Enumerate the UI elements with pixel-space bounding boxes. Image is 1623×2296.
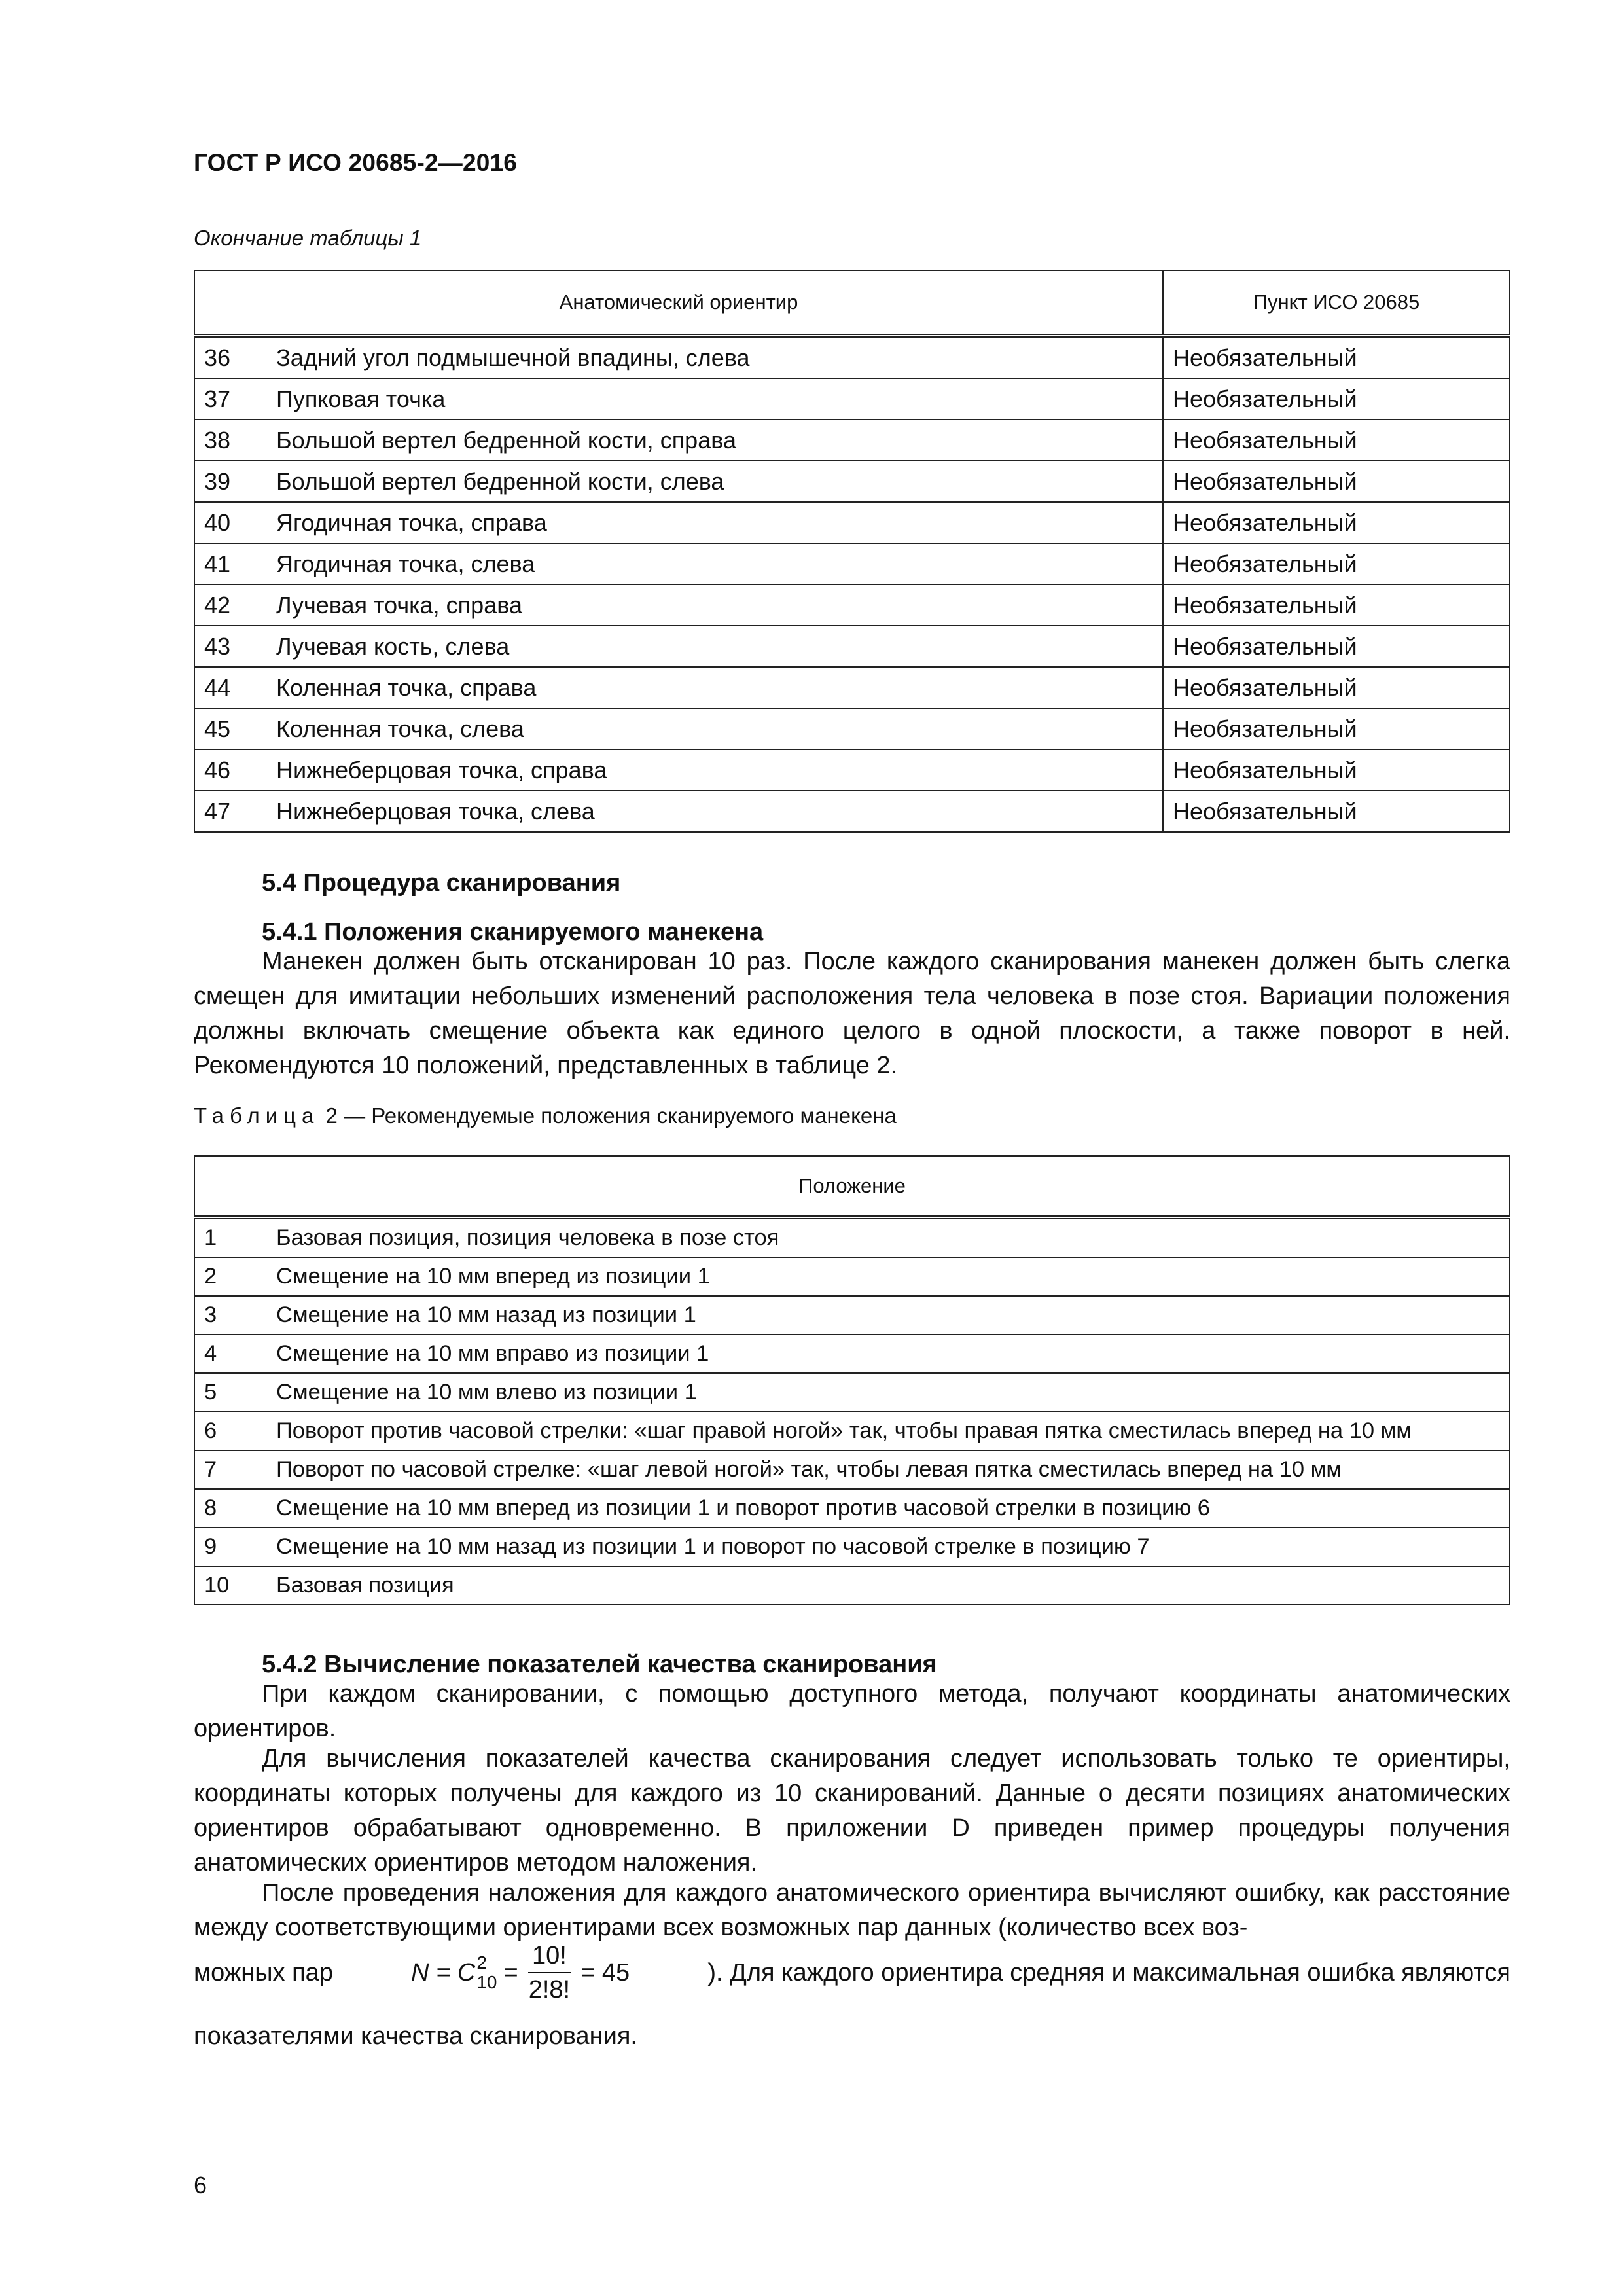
table2-caption-label: Таблица [194, 1103, 320, 1128]
table2-row [194, 1566, 1510, 1605]
table1-cell-number: 37 [194, 378, 267, 420]
table1-cell-landmark: Коленная точка, справа [267, 667, 1163, 708]
table2-cell-number: 2 [194, 1257, 267, 1296]
formula-line [194, 1941, 1510, 2005]
table2-row [194, 1528, 1510, 1566]
table2-row [194, 1257, 1510, 1296]
table2-cell-number: 3 [194, 1296, 267, 1335]
table1-cell-landmark: Большой вертел бедренной кости, слева [267, 461, 1163, 502]
table1-cell-status: Необязательный [1163, 543, 1510, 584]
table1-row [194, 336, 1510, 378]
section-5-4-2-paragraph-2 [194, 1742, 1510, 1880]
section-5-4-2-paragraph-4: показателями качества сканирования. [194, 2022, 637, 2050]
table1-row [194, 708, 1510, 749]
section-5-4-2-text-3: После проведения наложения для каждого анатомического ориентира вычисляют ошибку, как расстояние между соответствующими ориентирами всех возможных пар данных (количество всех воз- [194, 1879, 1510, 1941]
table1-cell-status: Необязательный [1163, 584, 1510, 626]
table2-cell-number: 5 [194, 1373, 267, 1412]
table2-row [194, 1296, 1510, 1335]
formula-prefix: можных пар [194, 1958, 333, 1986]
table2-cell-description: Базовая позиция [267, 1566, 1510, 1605]
table1-row [194, 502, 1510, 543]
table1-cell-number: 40 [194, 502, 267, 543]
table1-row [194, 791, 1510, 832]
formula-suffix: ). Для каждого ориентира средняя и максимальная ошибка являются [707, 1958, 1510, 1986]
table2-cell-description: Смещение на 10 мм влево из позиции 1 [267, 1373, 1510, 1412]
formula-superscript: 2 [476, 1952, 487, 1973]
table1-header-landmark: Анатомический ориентир [194, 270, 1163, 336]
formula-subscript: 10 [476, 1972, 497, 1992]
table1-cell-number: 39 [194, 461, 267, 502]
table1-cell-landmark: Большой вертел бедренной кости, справа [267, 420, 1163, 461]
table2-cell-number: 10 [194, 1566, 267, 1605]
formula-fraction [525, 1941, 574, 2005]
section-5-4-2-text-2: Для вычисления показателей качества сканирования следует использовать только те ориентиры, координаты которых получены для каждого из 10 сканирований. Данные о десяти позициях анатомических ориентиров обрабатывают одновременно. В приложении D приведен пример процедуры получения анатомических ориентиров методом наложения. [194, 1745, 1510, 1876]
table1-cell-number: 41 [194, 543, 267, 584]
table1-cell-landmark: Нижнеберцовая точка, справа [267, 749, 1163, 791]
formula-equals: = [503, 1958, 518, 1986]
table1-row [194, 420, 1510, 461]
table1-cell-status: Необязательный [1163, 378, 1510, 420]
table1-cell-status: Необязательный [1163, 708, 1510, 749]
table2-cell-description: Смещение на 10 мм назад из позиции 1 и поворот по часовой стрелке в позицию 7 [267, 1528, 1510, 1566]
table1-cell-number: 42 [194, 584, 267, 626]
table1-row [194, 543, 1510, 584]
table2-cell-number: 9 [194, 1528, 267, 1566]
table1-cell-status: Необязательный [1163, 749, 1510, 791]
table2-cell-description: Поворот по часовой стрелке: «шаг левой ногой» так, чтобы левая пятка сместилась вперед на 10 мм [267, 1450, 1510, 1489]
section-5-4-heading: 5.4 Процедура сканирования [262, 869, 621, 897]
landmarks-table [194, 270, 1510, 833]
section-5-4-1-heading: 5.4.1 Положения сканируемого манекена [262, 918, 764, 946]
table1-cell-status: Необязательный [1163, 461, 1510, 502]
table2-cell-description: Смещение на 10 мм вперед из позиции 1 [267, 1257, 1510, 1296]
table2-row [194, 1450, 1510, 1489]
positions-table [194, 1155, 1510, 1605]
table1-header-iso-clause: Пункт ИСО 20685 [1163, 270, 1510, 336]
table2-cell-number: 7 [194, 1450, 267, 1489]
formula-lhs: N = C [411, 1958, 476, 1986]
table1-row [194, 378, 1510, 420]
table1-row [194, 626, 1510, 667]
table1-cell-number: 46 [194, 749, 267, 791]
document-header: ГОСТ Р ИСО 20685-2—2016 [194, 149, 518, 176]
table1-cell-status: Необязательный [1163, 626, 1510, 667]
formula-numerator: 10! [528, 1941, 571, 1973]
table1-cell-landmark: Ягодичная точка, слева [267, 543, 1163, 584]
table1-cell-status: Необязательный [1163, 791, 1510, 832]
table1-cell-landmark: Коленная точка, слева [267, 708, 1163, 749]
table1-cell-status: Необязательный [1163, 667, 1510, 708]
combinations-formula [411, 1941, 630, 2005]
table1-cell-landmark: Лучевая кость, слева [267, 626, 1163, 667]
table1-cell-landmark: Ягодичная точка, справа [267, 502, 1163, 543]
table2-header-position: Положение [194, 1156, 1510, 1217]
table1-cell-number: 36 [194, 336, 267, 378]
table1-cell-landmark: Задний угол подмышечной впадины, слева [267, 336, 1163, 378]
table1-cell-number: 44 [194, 667, 267, 708]
table1-cell-number: 45 [194, 708, 267, 749]
table2-cell-description: Базовая позиция, позиция человека в позе стоя [267, 1217, 1510, 1257]
table2-row [194, 1373, 1510, 1412]
section-5-4-2-paragraph-1 [194, 1677, 1510, 1746]
section-5-4-2-paragraph-3 [194, 1876, 1510, 1945]
table1-row [194, 584, 1510, 626]
formula-denominator: 2!8! [528, 1976, 571, 2003]
table1-cell-landmark: Пупковая точка [267, 378, 1163, 420]
table2-row [194, 1412, 1510, 1450]
table2-row [194, 1489, 1510, 1528]
table2-caption-text: 2 — Рекомендуемые положения сканируемого манекена [319, 1103, 897, 1128]
table1-cell-number: 38 [194, 420, 267, 461]
section-5-4-1-text: Манекен должен быть отсканирован 10 раз. После каждого сканирования манекен должен быть слегка смещен для имитации небольших изменений расположения тела человека в позе стоя. Вариации положения должны включать смещение объекта как единого целого в одной плоскости, а также поворот в ней. Рекомендуются 10 положений, представленных в таблице 2. [194, 948, 1510, 1079]
table1-cell-status: Необязательный [1163, 502, 1510, 543]
table1-cell-status: Необязательный [1163, 420, 1510, 461]
table2-cell-description: Смещение на 10 мм вперед из позиции 1 и поворот против часовой стрелки в позицию 6 [267, 1489, 1510, 1528]
table1-cell-number: 47 [194, 791, 267, 832]
section-5-4-1-paragraph [194, 944, 1510, 1083]
section-5-4-2-text-1: При каждом сканировании, с помощью доступного метода, получают координаты анатомических ориентиров. [194, 1680, 1510, 1742]
page-number: 6 [194, 2172, 207, 2198]
table1-cell-status: Необязательный [1163, 336, 1510, 378]
table1-cell-landmark: Нижнеберцовая точка, слева [267, 791, 1163, 832]
table1-cell-landmark: Лучевая точка, справа [267, 584, 1163, 626]
table2-row [194, 1217, 1510, 1257]
table2-cell-number: 6 [194, 1412, 267, 1450]
table2-row [194, 1335, 1510, 1373]
section-5-4-2-heading: 5.4.2 Вычисление показателей качества сканирования [262, 1651, 937, 1678]
table2-caption [194, 1103, 897, 1128]
table1-cell-number: 43 [194, 626, 267, 667]
table1-row [194, 749, 1510, 791]
table1-continuation-caption: Окончание таблицы 1 [194, 226, 422, 250]
table1-row [194, 667, 1510, 708]
table2-cell-number: 1 [194, 1217, 267, 1257]
table2-cell-number: 8 [194, 1489, 267, 1528]
table2-cell-description: Смещение на 10 мм вправо из позиции 1 [267, 1335, 1510, 1373]
table2-cell-number: 4 [194, 1335, 267, 1373]
table2-cell-description: Смещение на 10 мм назад из позиции 1 [267, 1296, 1510, 1335]
table1-row [194, 461, 1510, 502]
formula-result: = 45 [580, 1958, 630, 1986]
table2-cell-description: Поворот против часовой стрелки: «шаг правой ногой» так, чтобы правая пятка сместилась вперед на 10 мм [267, 1412, 1510, 1450]
